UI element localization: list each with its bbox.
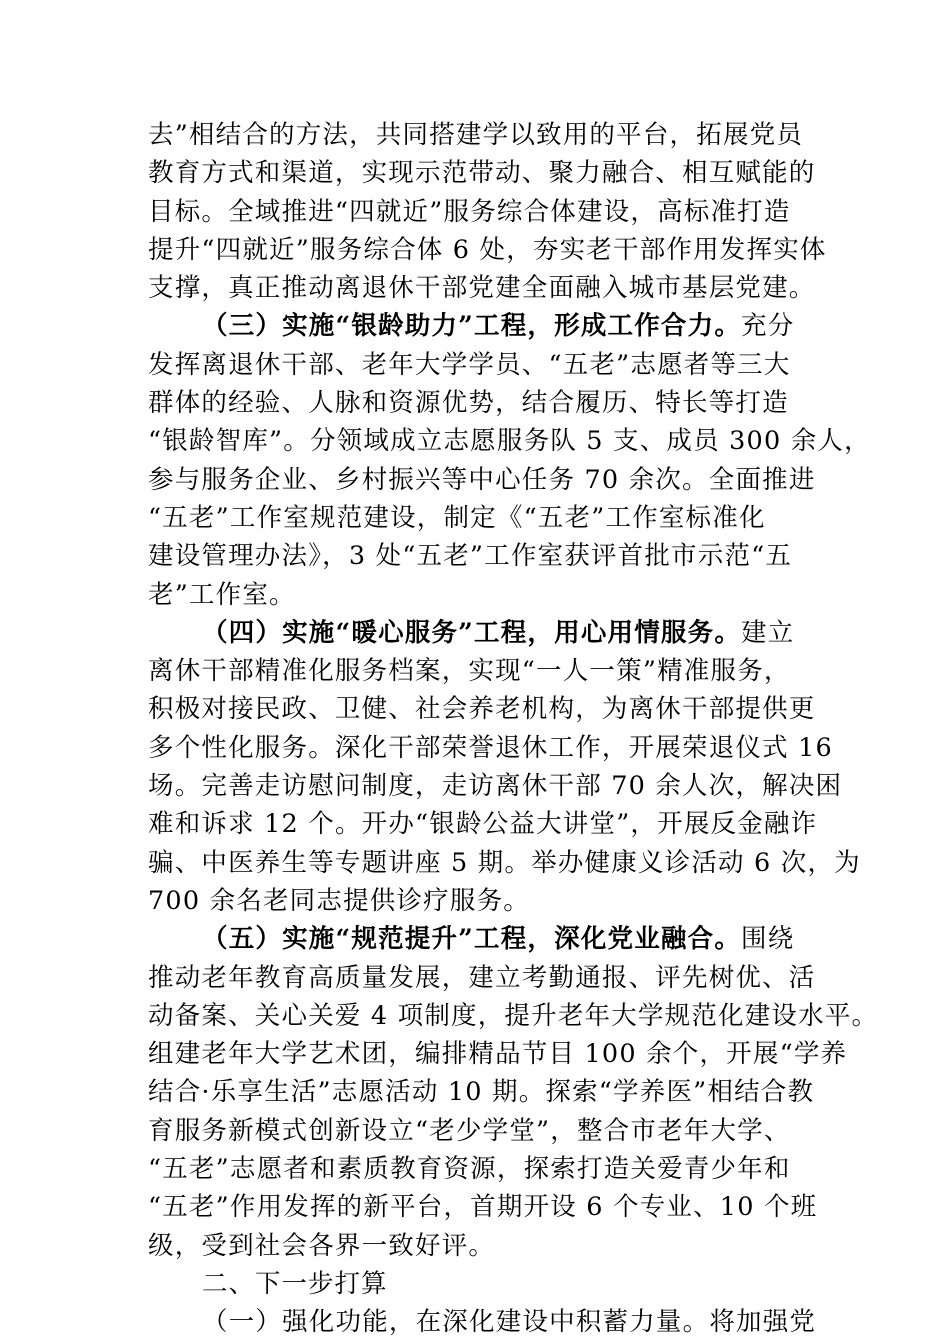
text-line — [148, 614, 828, 652]
section-lead: （三）实施“银龄助力”工程，形成工作合力。 — [202, 311, 742, 342]
text-line: 教育方式和渠道，实现示范带动、聚力融合、相互赋能的 — [148, 158, 816, 189]
section-first-rest: 建立 — [741, 617, 795, 648]
text-line — [148, 307, 828, 345]
text-line: 目标。全域推进“四就近”服务综合体建设，高标准打造 — [148, 196, 791, 227]
text-line: 推动老年教育高质量发展，建立考勤通报、评先树优、活 — [148, 962, 816, 993]
text-line: 骗、中医养生等专题讲座 5 期。举办健康义诊活动 6 次，为 — [148, 847, 861, 878]
text-line: 建设管理办法》，3 处“五老”工作室获评首批市示范“五 — [148, 541, 793, 572]
section-lead: （五）实施“规范提升”工程，深化党业融合。 — [202, 924, 742, 955]
text-line: 多个性化服务。深化干部荣誉退休工作，开展荣退仪式 16 — [148, 732, 833, 763]
paragraph-section-next-1 — [148, 1303, 828, 1341]
text-line: 积极对接民政、卫健、社会养老机构，为离休干部提供更 — [148, 694, 816, 725]
paragraph-section-3 — [148, 307, 871, 613]
text-line: “五老”志愿者和素质教育资源，探索打造关爱青少年和 — [148, 1154, 791, 1185]
text-line: 支撑，真正推动离退休干部党建全面融入城市基层党建。 — [148, 273, 816, 304]
section-lead: （一）强化功能，在深化建设中积蓄力量。 — [202, 1307, 710, 1338]
text-line: 提升“四就近”服务综合体 6 处，夯实老干部作用发挥实体 — [148, 234, 827, 265]
paragraph-section-4 — [148, 614, 861, 920]
paragraph-section-5 — [148, 920, 879, 1265]
document-page — [148, 116, 879, 1342]
text-line — [148, 1303, 828, 1341]
paragraph-continuation — [148, 116, 828, 307]
text-line: 700 余名老同志提供诊疗服务。 — [148, 885, 530, 916]
text-line: 群体的经验、人脉和资源优势，结合履历、特长等打造 — [148, 388, 789, 419]
section-lead: （四）实施“暖心服务”工程，用心用情服务。 — [202, 617, 742, 648]
text-line: 结合·乐享生活”志愿活动 10 期。探索“学养医”相结合教 — [148, 1077, 815, 1108]
text-line: 育服务新模式创新设立“老少学堂”，整合市老年大学、 — [148, 1115, 791, 1146]
text-line: “五老”作用发挥的新平台，首期开设 6 个专业、10 个班 — [148, 1192, 818, 1223]
section-first-rest: 充分 — [741, 311, 795, 342]
text-line: 老”工作室。 — [148, 579, 296, 610]
text-line: 参与服务企业、乡村振兴等中心任务 70 余次。全面推进 — [148, 464, 816, 495]
text-line: 离休干部精准化服务档案，实现“一人一策”精准服务， — [148, 656, 791, 687]
text-line: 场。完善走访慰问制度，走访离休干部 70 余人次，解决困 — [148, 771, 843, 802]
section-first-rest: 将加强党 — [709, 1307, 817, 1338]
text-line — [148, 920, 828, 958]
text-line: 去”相结合的方法，共同搭建学以致用的平台，拓展党员 — [148, 120, 804, 150]
text-line: 组建老年大学艺术团，编排精品节目 100 余个，开展“学养 — [148, 1039, 848, 1070]
text-line: “银龄智库”。分领域成立志愿服务队 5 支、成员 300 余人， — [148, 426, 871, 457]
text-line: “五老”工作室规范建设，制定《“五老”工作室标准化 — [148, 502, 766, 533]
section-first-rest: 围绕 — [741, 924, 795, 955]
text-line: 难和诉求 12 个。开办“银龄公益大讲堂”，开展反金融诈 — [148, 809, 818, 840]
heading-text: 二、下一步打算 — [202, 1268, 388, 1299]
section-heading — [148, 1265, 828, 1303]
text-line: 动备案、关心关爱 4 项制度，提升老年大学规范化建设水平。 — [148, 1000, 879, 1031]
text-line: 发挥离退休干部、老年大学学员、“五老”志愿者等三大 — [148, 349, 791, 380]
text-line: 级，受到社会各界一致好评。 — [148, 1230, 496, 1261]
